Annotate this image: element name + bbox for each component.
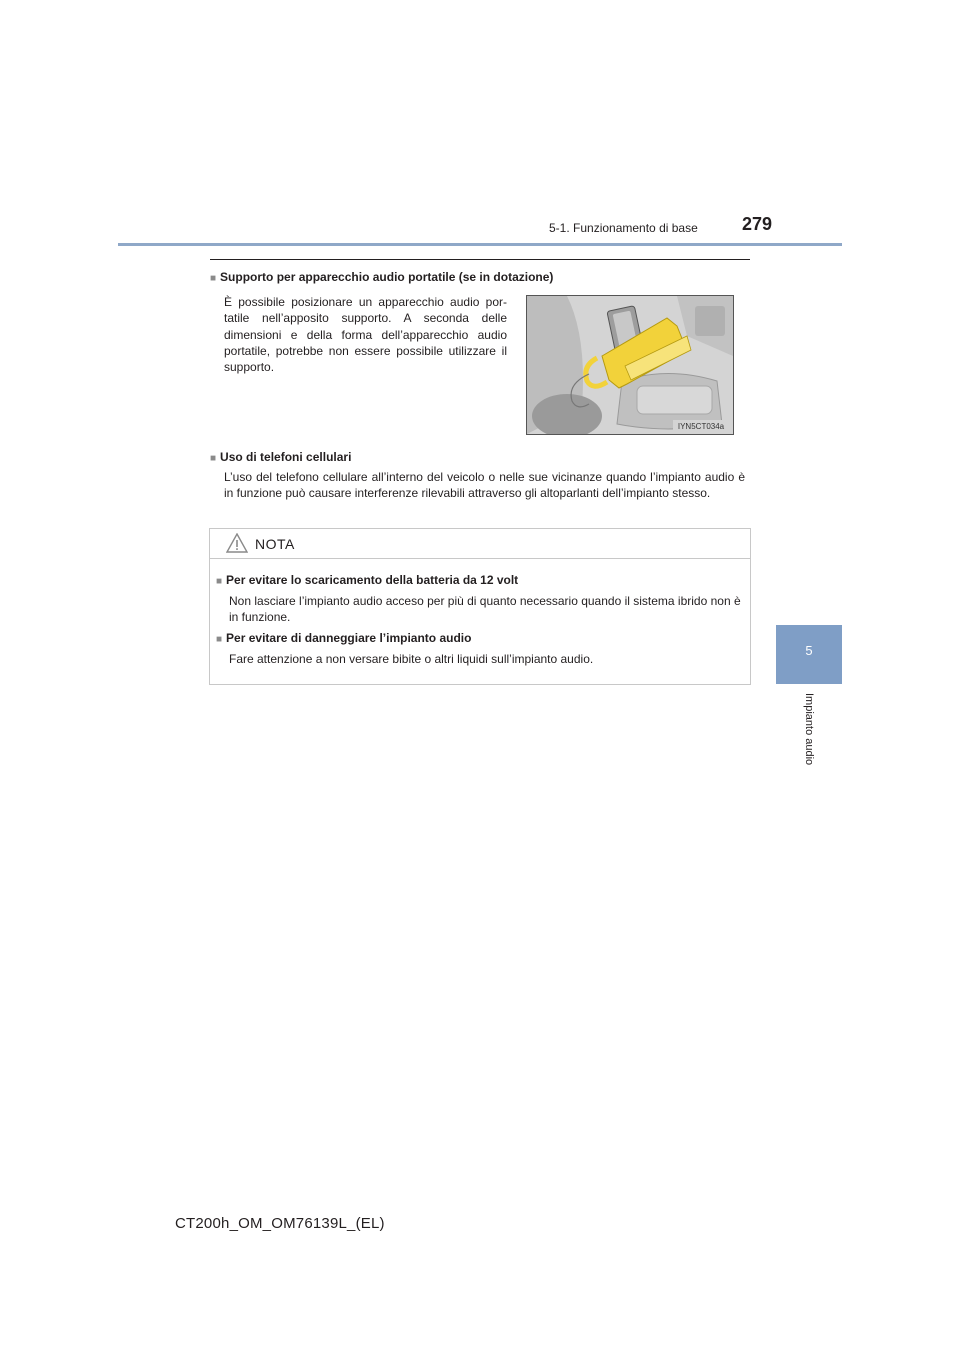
chapter-label: Impianto audio: [803, 693, 815, 766]
warning-triangle-icon: [226, 533, 248, 553]
header-section-title: 5-1. Funzionamento di base: [549, 221, 698, 235]
section-heading-holder: ■ Supporto per apparecchio audio portatile (se in dotazione): [210, 270, 554, 284]
section-heading-phones: ■ Uso di telefoni cellulari: [210, 450, 352, 464]
note-header: [210, 529, 750, 559]
chapter-tab[interactable]: [776, 625, 842, 684]
document-code: CT200h_OM_OM76139L_(EL): [175, 1215, 385, 1232]
image-code: IYN5CT034a: [677, 422, 725, 431]
note-item-heading: ■ Per evitare lo scaricamento della batteria da 12 volt: [216, 573, 519, 587]
note-item-text: Fare attenzione a non versare bibite o altri liquidi sull’impianto audio.: [229, 652, 594, 666]
note-item-text: Non lasciare l’impianto audio acceso per più di quanto necessario quando il sistema ibrido non è in funzione.: [229, 594, 741, 625]
chapter-number: 5: [805, 643, 813, 658]
section-text-phones: L’uso del telefono cellulare all’interno del veicolo o nelle sue vicinanze quando l’impianto audio è in funzione può causare interferenze rilevabili attraverso gli altoparlanti dell’impianto stesso.: [224, 470, 745, 501]
section-text-holder: È possibile posizionare un apparecchio audio por-tatile nell’apposito supporto. A seconda delle dimensioni e della forma dell’apparecchio audio portatile, potrebbe non essere possibile utilizzare il supporto.: [224, 295, 507, 375]
square-bullet-icon: ■: [216, 576, 223, 587]
note-title: NOTA: [255, 536, 295, 552]
square-bullet-icon: ■: [210, 453, 217, 464]
note-item-heading: ■ Per evitare di danneggiare l’impianto audio: [216, 631, 472, 645]
square-bullet-icon: ■: [216, 634, 223, 645]
page-number: 279: [742, 214, 773, 234]
holder-illustration: [526, 295, 734, 435]
note-box: [209, 528, 751, 685]
content-top-rule: [210, 259, 750, 260]
square-bullet-icon: ■: [210, 273, 217, 284]
header-rule: [118, 243, 842, 246]
